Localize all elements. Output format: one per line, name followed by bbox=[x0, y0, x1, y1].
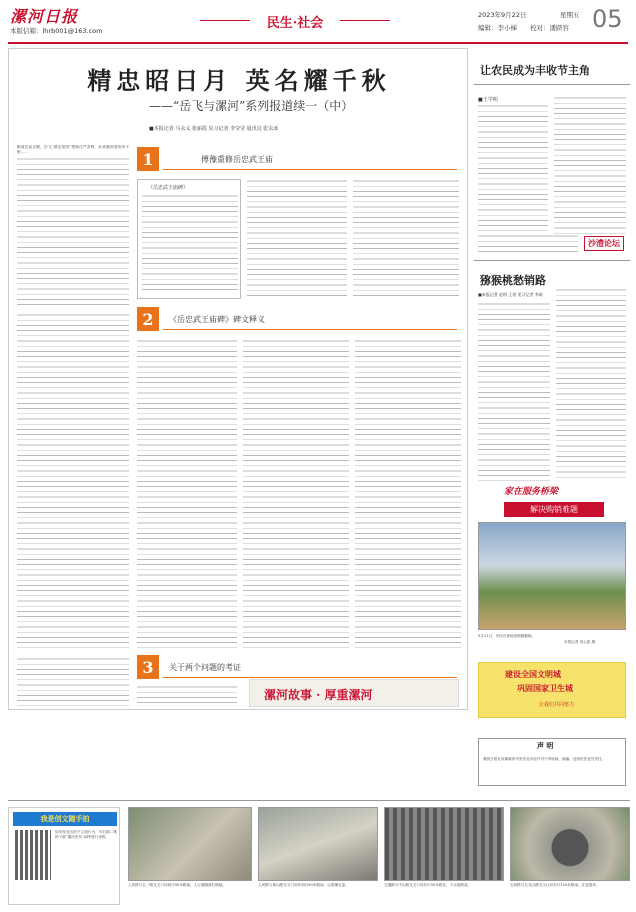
photo-credit: 本报记者 刘云凯 摄 bbox=[564, 640, 596, 644]
civilization-slogan-1: 建设全国文明城 bbox=[505, 669, 561, 679]
section-2-number: 2 bbox=[137, 307, 159, 331]
report-caption-1: 人民路与五一路交叉口向西行80米路南，人行道隔离栏倒地。 bbox=[128, 883, 227, 887]
kiwi-headline: 猕猴桃愁销路 bbox=[480, 274, 546, 287]
report-caption-4: 五四路与五龙山路交叉口向东行120米路南，井盖损坏。 bbox=[510, 883, 600, 887]
article-column-text bbox=[17, 313, 129, 651]
email-label: 本版信箱：lhrb001@163.com bbox=[10, 27, 103, 35]
issue-weekday: 星期五 bbox=[560, 11, 580, 19]
article-column-text bbox=[478, 302, 550, 482]
article-column-text bbox=[556, 288, 626, 482]
lead-intro: 郾城岳庙正殿，岳飞“精忠报国”塑像庄严肃穆，前来瞻仰者络绎不绝…… bbox=[17, 145, 129, 155]
article-column-text bbox=[243, 339, 349, 651]
column-banner-text: 漯河故事 · 厚重漯河 bbox=[264, 688, 373, 702]
lead-subhead: ——“岳飞与漯河”系列报道续一（中） bbox=[149, 99, 354, 113]
report-photo-4 bbox=[510, 807, 630, 881]
section-title: 民生·社会 bbox=[250, 12, 340, 31]
article-column-text bbox=[554, 96, 626, 234]
commentary-headline: 让农民成为丰收节主角 bbox=[480, 64, 590, 77]
qr-text: 如发现身边的不文明行为，可扫描二维码下载“漯河发布”APP进行举报。 bbox=[55, 830, 117, 840]
section-2-header bbox=[137, 307, 457, 333]
report-photo-2 bbox=[258, 807, 378, 881]
notice-box bbox=[478, 738, 626, 786]
forum-logo: 沙澧论坛 bbox=[584, 236, 624, 251]
report-caption-3: 交通路与中山路交叉口向东行50米路北，下水道缺盖。 bbox=[384, 883, 472, 887]
article-column-text bbox=[478, 234, 578, 254]
issue-date: 2023年9月22日 bbox=[478, 11, 527, 19]
inscription-title: 《岳忠武王庙碑》 bbox=[148, 185, 189, 191]
article-column-text bbox=[353, 179, 459, 299]
photo-caption: 9月21日，市民在现场选购猕猴桃。 bbox=[478, 634, 536, 638]
section-3-header bbox=[137, 655, 457, 681]
section-1-header bbox=[137, 147, 457, 173]
page-number: 05 bbox=[592, 5, 623, 33]
article-column-text bbox=[355, 339, 461, 651]
service-banner-top: 家在服务桥梁 bbox=[504, 487, 559, 497]
article-column-text bbox=[137, 339, 237, 651]
qr-code bbox=[15, 830, 51, 880]
section-2-title: 《岳忠武王庙碑》碑文释义 bbox=[169, 315, 265, 324]
kiwi-photo bbox=[478, 522, 626, 630]
masthead-rule bbox=[8, 42, 628, 44]
lead-byline: ■本报记者 马永义 张丽霞 见习记者 李莹莹 通讯员 张永冰 bbox=[149, 126, 279, 132]
section-banner bbox=[200, 8, 390, 34]
service-banner bbox=[494, 484, 614, 520]
qr-banner: 我是创文随手拍 bbox=[13, 812, 117, 826]
bottom-strip bbox=[8, 800, 630, 908]
report-photo-3 bbox=[384, 807, 504, 881]
editor-credit: 编辑：李小梯 bbox=[478, 24, 517, 32]
report-caption-2: 人民路与黄山路交叉口向东西行80米路南，垃圾桶无盖。 bbox=[258, 883, 349, 887]
newspaper-logo: 漯河日报 bbox=[10, 7, 79, 26]
masthead bbox=[0, 0, 636, 44]
section-3-number: 3 bbox=[137, 655, 159, 679]
article-column-text bbox=[17, 157, 129, 307]
column-banner bbox=[249, 679, 459, 707]
inscription-box bbox=[137, 179, 241, 299]
section-1-title: 傅豫重修岳忠武王庙 bbox=[201, 155, 273, 164]
lead-story bbox=[8, 48, 468, 710]
service-banner-bottom: 解决购销难题 bbox=[504, 502, 604, 517]
side-column bbox=[474, 48, 630, 798]
lead-headline: 精忠昭日月 英名耀千秋 bbox=[87, 66, 391, 95]
section-1-number: 1 bbox=[137, 147, 159, 171]
section-3-title: 关于两个问题的考证 bbox=[169, 663, 241, 672]
article-column-text bbox=[137, 685, 237, 707]
civilization-ad bbox=[478, 662, 626, 718]
article-column-text bbox=[17, 657, 129, 707]
qr-panel bbox=[8, 807, 120, 905]
article-column-text bbox=[247, 179, 347, 299]
kiwi-byline: ■本报记者 赵明 王培 见习记者 李硕 bbox=[478, 292, 543, 297]
notice-text: 漯河日报社所属媒体刊发作品未经许可不得转载、摘编，违者依法追究责任。 bbox=[483, 757, 606, 761]
article-column-text bbox=[478, 104, 548, 234]
report-photo-1 bbox=[128, 807, 252, 881]
civilization-slogan-2: 巩固国家卫生城 bbox=[517, 683, 573, 693]
civilization-slogan-3: 让我们共同努力 bbox=[539, 702, 575, 708]
notice-title: 声 明 bbox=[537, 741, 554, 750]
commentary-byline: ■王学明 bbox=[478, 97, 498, 103]
proofreader-credit: 校对：潘跻容 bbox=[530, 24, 569, 32]
